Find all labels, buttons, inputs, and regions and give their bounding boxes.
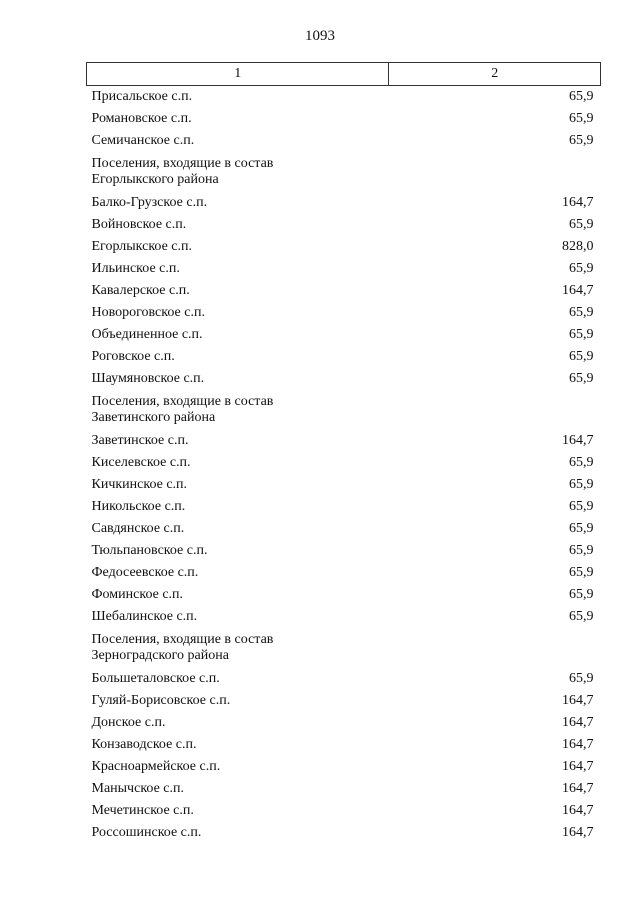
settlement-name: Большеталовское с.п.: [91, 671, 220, 686]
settlement-name: Федосеевское с.п.: [91, 565, 199, 580]
settlement-value: 164,7: [562, 803, 594, 818]
settlement-name: Донское с.п.: [91, 715, 166, 730]
column-header-2: 2: [389, 63, 601, 86]
settlement-value: 65,9: [569, 305, 594, 320]
settlement-value: 65,9: [569, 133, 594, 148]
table-header-row: [87, 63, 601, 86]
table-row: [87, 712, 601, 734]
page-number: 1093: [305, 28, 335, 44]
settlement-value: 164,7: [562, 759, 594, 774]
table-row: [87, 280, 601, 302]
settlement-value: 164,7: [562, 715, 594, 730]
table-row: [87, 192, 601, 214]
table-row: [87, 430, 601, 452]
settlement-name: Фоминское с.п.: [91, 587, 184, 602]
settlement-name: Конзаводское с.п.: [91, 737, 197, 752]
settlement-name: Егорлыкское с.п.: [91, 239, 193, 254]
settlement-value: 65,9: [569, 477, 594, 492]
table-row: [87, 258, 601, 280]
settlement-name: Шебалинское с.п.: [91, 609, 198, 624]
table-row: [87, 214, 601, 236]
settlement-name: Киселевское с.п.: [91, 455, 191, 470]
settlement-value: 65,9: [569, 455, 594, 470]
settlement-value: 65,9: [569, 609, 594, 624]
settlement-name: Россошинское с.п.: [91, 825, 202, 840]
table-row: [87, 108, 601, 130]
settlement-value: 65,9: [569, 89, 594, 104]
settlement-name: Шаумяновское с.п.: [91, 371, 205, 386]
settlement-value: 65,9: [569, 671, 594, 686]
settlement-name: Манычское с.п.: [91, 781, 184, 796]
settlement-value: [389, 152, 601, 192]
settlement-name: Ильинское с.п.: [91, 261, 180, 276]
table-row: [87, 324, 601, 346]
table-row: [87, 778, 601, 800]
table-row: [87, 562, 601, 584]
table-row: [87, 474, 601, 496]
table-row: [87, 518, 601, 540]
settlement-name: Романовское с.п.: [91, 111, 192, 126]
settlement-value: 65,9: [569, 521, 594, 536]
settlement-name: Кавалерское с.п.: [91, 283, 190, 298]
settlement-value: 65,9: [569, 543, 594, 558]
settlement-name: Присальское с.п.: [91, 89, 193, 104]
table-group-row: [87, 390, 601, 430]
settlement-name: Семичанское с.п.: [91, 133, 195, 148]
settlement-value: 164,7: [562, 693, 594, 708]
settlements-table: [86, 62, 601, 844]
table-group-row: [87, 628, 601, 668]
settlement-value: 164,7: [562, 195, 594, 210]
table-row: [87, 496, 601, 518]
settlement-value: 164,7: [562, 825, 594, 840]
table-row: [87, 800, 601, 822]
table-row: [87, 130, 601, 152]
table-group-row: [87, 152, 601, 192]
table-row: [87, 756, 601, 778]
settlement-value: 65,9: [569, 261, 594, 276]
table-row: [87, 302, 601, 324]
settlement-value: [389, 390, 601, 430]
table-row: [87, 668, 601, 690]
settlement-name: Роговское с.п.: [91, 349, 175, 364]
table-row: [87, 236, 601, 258]
table-row: [87, 86, 601, 109]
settlement-value: 65,9: [569, 327, 594, 342]
settlement-value: 828,0: [562, 239, 594, 254]
settlement-value: 65,9: [569, 499, 594, 514]
settlement-name: Мечетинское с.п.: [91, 803, 194, 818]
group-heading: Поселения, входящие в состав Егорлыкского района: [91, 156, 274, 187]
settlement-name: Гуляй-Борисовское с.п.: [91, 693, 231, 708]
settlement-name: Объединенное с.п.: [91, 327, 203, 342]
settlement-name: Савдянское с.п.: [91, 521, 185, 536]
settlement-value: 164,7: [562, 433, 594, 448]
settlement-name: Красноармейское с.п.: [91, 759, 221, 774]
settlement-name: Никольское с.п.: [91, 499, 186, 514]
settlement-value: 65,9: [569, 371, 594, 386]
group-heading: Поселения, входящие в состав Зерноградского района: [91, 632, 274, 663]
settlement-value: 65,9: [569, 349, 594, 364]
table-row: [87, 540, 601, 562]
table-row: [87, 346, 601, 368]
settlement-name: Войновское с.п.: [91, 217, 187, 232]
settlement-value: 65,9: [569, 587, 594, 602]
table-body: [87, 86, 601, 845]
table-row: [87, 584, 601, 606]
settlement-value: 164,7: [562, 737, 594, 752]
settlement-name: Заветинское с.п.: [91, 433, 189, 448]
settlement-name: Тюльпановское с.п.: [91, 543, 208, 558]
table-row: [87, 734, 601, 756]
settlement-value: 65,9: [569, 565, 594, 580]
settlement-value: [389, 628, 601, 668]
settlement-value: 164,7: [562, 283, 594, 298]
table-row: [87, 452, 601, 474]
column-header-1: 1: [87, 63, 389, 86]
group-heading: Поселения, входящие в состав Заветинского района: [91, 394, 274, 425]
settlement-name: Балко-Грузское с.п.: [91, 195, 208, 210]
settlement-value: 164,7: [562, 781, 594, 796]
settlement-name: Кичкинское с.п.: [91, 477, 188, 492]
table-row: [87, 690, 601, 712]
settlement-value: 65,9: [569, 217, 594, 232]
settlement-name: Новороговское с.п.: [91, 305, 205, 320]
table-row: [87, 606, 601, 628]
table-row: [87, 822, 601, 844]
table-row: [87, 368, 601, 390]
settlement-value: 65,9: [569, 111, 594, 126]
